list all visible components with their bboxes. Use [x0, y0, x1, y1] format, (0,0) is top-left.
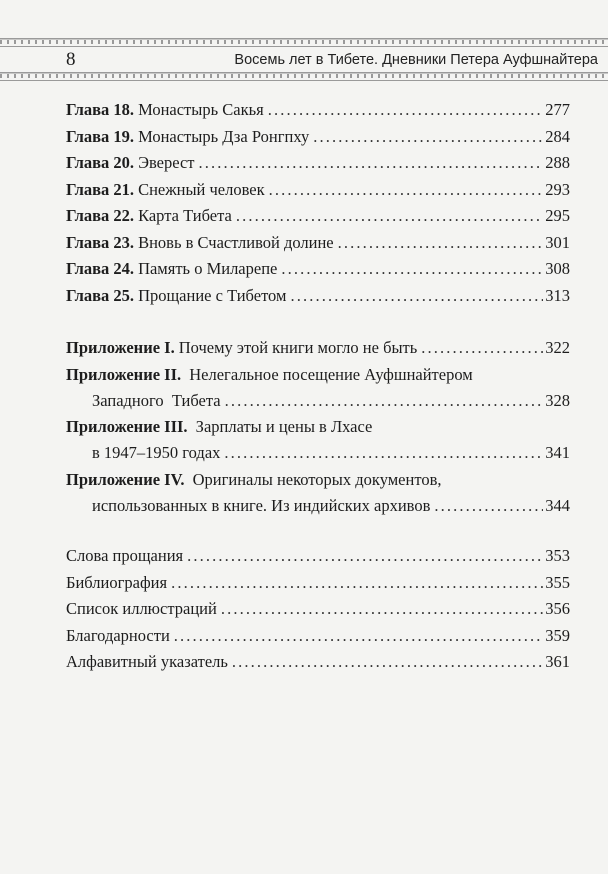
- appendix-continuation: [66, 388, 570, 415]
- chapter-label: Глава 18.: [66, 100, 135, 119]
- entry-title: Благодарности: [66, 625, 170, 645]
- page-ref: 322: [545, 338, 570, 357]
- appendix-title-cont: Западного Тибета: [92, 390, 221, 410]
- page-ref: 301: [545, 232, 570, 252]
- appendix-label: Приложение I.: [66, 338, 175, 357]
- page-ref: 295: [545, 206, 570, 225]
- page-ref: 288: [545, 153, 570, 172]
- dot-leader: [313, 124, 543, 151]
- toc-entry-appendix: [66, 467, 570, 493]
- page-ref: 353: [545, 546, 570, 565]
- toc-entry-back-matter: [66, 649, 570, 676]
- chapter-title: Монастырь Сакья: [138, 100, 264, 119]
- appendix-label: Приложение IV.: [66, 469, 185, 489]
- chapter-title: Память о Миларепе: [138, 259, 278, 278]
- appendices-section: [66, 335, 570, 519]
- chapter-title: Карта Тибета: [138, 206, 232, 225]
- toc-entry-back-matter: [66, 570, 570, 597]
- table-of-contents: [66, 97, 570, 676]
- toc-entry-chapter: [66, 203, 570, 230]
- dot-leader: [434, 493, 543, 520]
- toc-entry-back-matter: [66, 543, 570, 570]
- toc-entry-chapter: [66, 256, 570, 283]
- appendix-label: Приложение III.: [66, 417, 188, 436]
- page-ref: 359: [545, 625, 570, 645]
- dot-leader: [268, 97, 544, 124]
- toc-entry-chapter: [66, 283, 570, 310]
- chapter-title: Прощание с Тибетом: [138, 285, 287, 305]
- appendix-continuation: [66, 440, 570, 467]
- chapter-title: Вновь в Счастливой долине: [138, 232, 334, 252]
- toc-entry-chapter: [66, 97, 570, 124]
- chapter-label: Глава 20.: [66, 153, 135, 172]
- toc-entry-appendix: [66, 414, 570, 440]
- page-ref: 361: [545, 652, 570, 671]
- dot-leader: [290, 283, 543, 310]
- appendix-continuation: [66, 493, 570, 520]
- page-header: [0, 38, 608, 92]
- appendix-label: Приложение II.: [66, 364, 182, 384]
- running-title: Восемь лет в Тибете. Дневники Петера Ауфшнайтера: [234, 52, 598, 68]
- dot-leader: [281, 256, 543, 283]
- toc-entry-chapter: [66, 124, 570, 151]
- section-spacer: [66, 309, 570, 335]
- entry-title: Список иллюстраций: [66, 599, 217, 618]
- chapter-label: Глава 24.: [66, 259, 135, 278]
- toc-entry-chapter: [66, 177, 570, 204]
- appendix-title: Нелегальное посещение Ауфшнайтером: [189, 364, 473, 384]
- appendix-title: Оригиналы некоторых документов,: [192, 469, 442, 489]
- dot-leader: [421, 335, 543, 362]
- chapter-title: Монастырь Дза Ронгпху: [138, 126, 310, 146]
- page-ref: 355: [545, 572, 570, 592]
- page-number: 8: [66, 49, 76, 70]
- appendix-title: Зарплаты и цены в Лхасе: [195, 417, 373, 436]
- chapter-title: Снежный человек: [138, 179, 265, 199]
- chapter-title: Эверест: [138, 153, 195, 172]
- chapter-label: Глава 23.: [66, 232, 135, 252]
- dot-leader: [338, 230, 544, 257]
- decorative-border-top: [0, 38, 608, 47]
- chapters-section: [66, 97, 570, 309]
- appendix-title-cont: в 1947–1950 годах: [92, 443, 221, 462]
- dot-leader: [225, 388, 544, 415]
- dot-leader: [224, 440, 543, 467]
- section-spacer: [66, 519, 570, 543]
- chapter-label: Глава 25.: [66, 285, 135, 305]
- page-ref: 328: [545, 390, 570, 410]
- dot-leader: [236, 203, 543, 230]
- toc-entry-chapter: [66, 230, 570, 257]
- page-ref: 344: [545, 495, 570, 515]
- back-matter-section: [66, 543, 570, 676]
- dot-leader: [269, 177, 544, 204]
- appendix-title: Почему этой книги могло не быть: [178, 338, 418, 357]
- toc-entry-back-matter: [66, 623, 570, 650]
- decorative-border-bottom: [0, 72, 608, 81]
- page-ref: 284: [545, 126, 570, 146]
- chapter-label: Глава 19.: [66, 126, 135, 146]
- dot-leader: [221, 596, 543, 623]
- dot-leader: [171, 570, 543, 597]
- page-ref: 308: [545, 259, 570, 278]
- toc-entry-chapter: [66, 150, 570, 177]
- page-ref: 341: [545, 443, 570, 462]
- entry-title: Слова прощания: [66, 546, 184, 565]
- dot-leader: [187, 543, 543, 570]
- page-ref: 313: [545, 285, 570, 305]
- entry-title: Алфавитный указатель: [66, 652, 228, 671]
- toc-entry-appendix: [66, 335, 570, 362]
- chapter-label: Глава 22.: [66, 206, 135, 225]
- page-ref: 293: [545, 179, 570, 199]
- entry-title: Библиография: [66, 572, 168, 592]
- toc-entry-appendix: [66, 362, 570, 388]
- page-ref: 277: [545, 100, 570, 119]
- dot-leader: [232, 649, 543, 676]
- toc-entry-back-matter: [66, 596, 570, 623]
- chapter-label: Глава 21.: [66, 179, 135, 199]
- dot-leader: [199, 150, 544, 177]
- appendix-title-cont: использованных в книге. Из индийских архивов: [92, 495, 431, 515]
- dot-leader: [174, 623, 543, 650]
- page-ref: 356: [545, 599, 570, 618]
